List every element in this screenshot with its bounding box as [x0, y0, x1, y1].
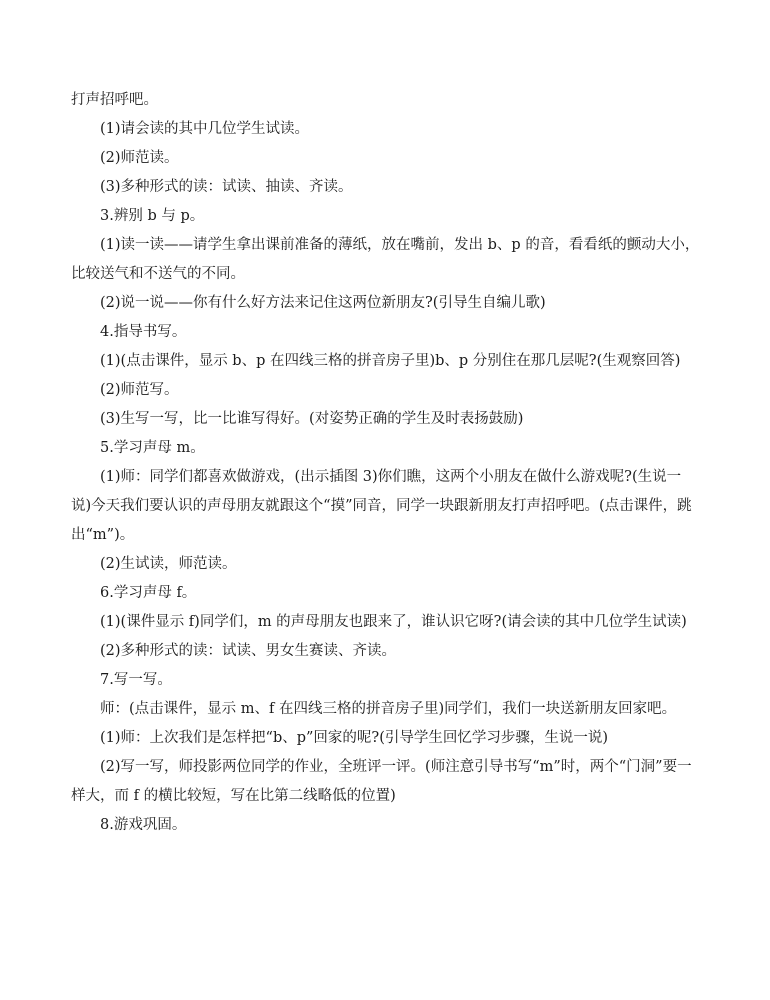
- section-heading: 8.游戏巩固。: [100, 817, 187, 833]
- section-heading: 3.辨别 b 与 p。: [100, 208, 205, 224]
- paragraph: (1)读一读——请学生拿出课前准备的薄纸，放在嘴前，发出 b、p 的音，看看纸的颤动大小，比较送气和不送气的不同。: [71, 237, 700, 282]
- section-heading: 4.指导书写。: [100, 324, 187, 340]
- paragraph: 师：(点击课件，显示 m、f 在四线三格的拼音房子里)同学们，我们一块送新朋友回家吧。: [100, 701, 677, 717]
- paragraph: (3)生写一写，比一比谁写得好。(对姿势正确的学生及时表扬鼓励): [100, 411, 524, 427]
- paragraph: (2)多种形式的读：试读、男女生赛读、齐读。: [100, 643, 397, 659]
- paragraph: (2)说一说——你有什么好方法来记住这两位新朋友?(引导生自编儿歌): [100, 295, 546, 311]
- section-heading: 7.写一写。: [100, 672, 172, 688]
- paragraph: (2)师范写。: [100, 382, 179, 398]
- paragraph: (2)师范读。: [100, 150, 179, 166]
- document-page: [71, 86, 701, 840]
- paragraph: (1)师：同学们都喜欢做游戏，(出示插图 3)你们瞧，这两个小朋友在做什么游戏呢?(生说一说)今天我们要认识的声母朋友就跟这个“摸”同音，同学一块跟新朋友打声招呼吧。(点击课件，跳出“m”)。: [71, 469, 692, 543]
- paragraph: (1)(点击课件，显示 b、p 在四线三格的拼音房子里)b、p 分别住在那几层呢?(生观察回答): [100, 353, 681, 369]
- section-heading: 6.学习声母 f。: [100, 585, 197, 601]
- paragraph: 打声招呼吧。: [71, 92, 158, 108]
- paragraph: (3)多种形式的读：试读、抽读、齐读。: [100, 179, 353, 195]
- paragraph: (2)生试读，师范读。: [100, 556, 237, 572]
- section-heading: 5.学习声母 m。: [100, 440, 205, 456]
- paragraph: (1)(课件显示 f)同学们，m 的声母朋友也跟来了，谁认识它呀?(请会读的其中几位学生试读): [100, 614, 687, 630]
- paragraph: (2)写一写，师投影两位同学的作业，全班评一评。(师注意引导书写“m”时，两个“门洞”要一样大，而 f 的横比较短，写在比第二线略低的位置): [71, 759, 692, 804]
- paragraph: (1)师：上次我们是怎样把“b、p”回家的呢?(引导学生回忆学习步骤，生说一说): [100, 730, 609, 746]
- paragraph: (1)请会读的其中几位学生试读。: [100, 121, 310, 137]
